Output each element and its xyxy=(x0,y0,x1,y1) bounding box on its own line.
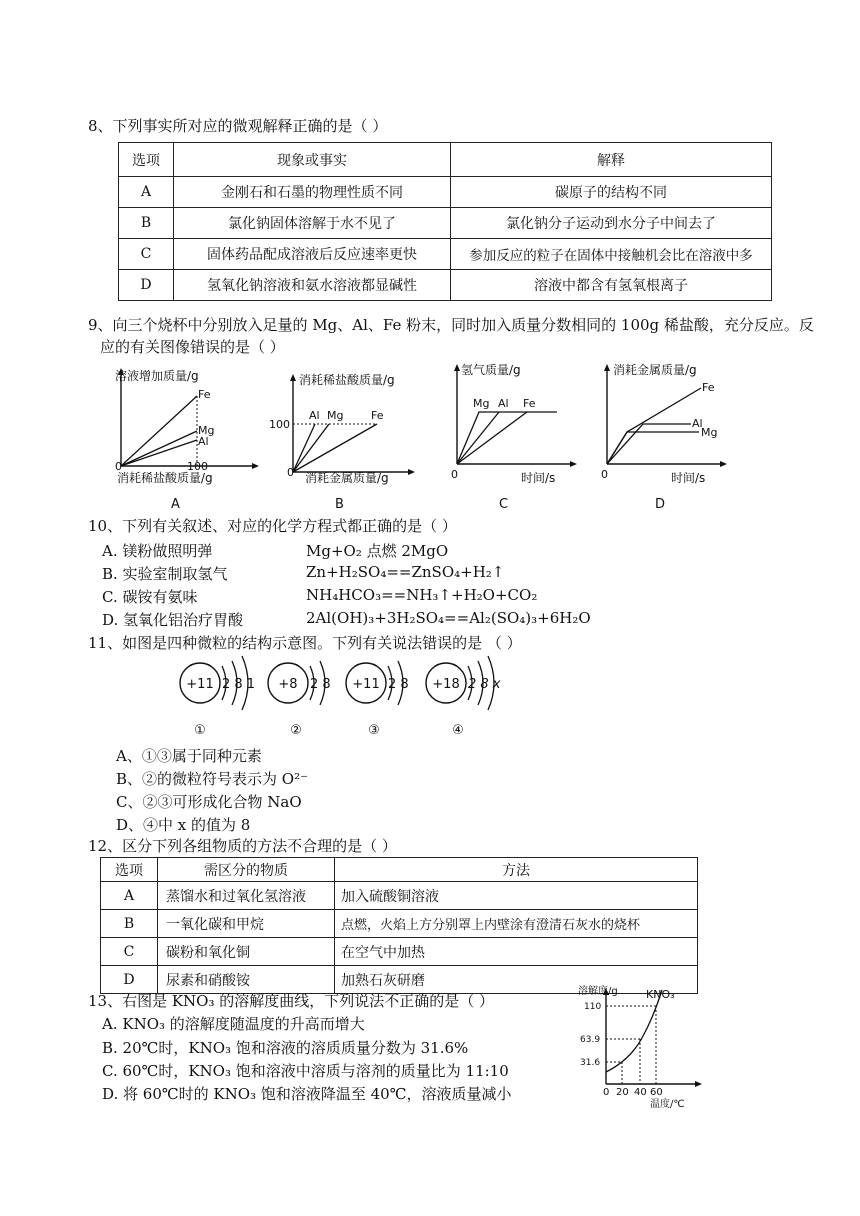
q11-atom-1-shells: 2 8 1 xyxy=(222,677,256,692)
q9-graphs xyxy=(95,358,775,518)
q11-atom-2 xyxy=(268,661,331,738)
q10-option-c-label: C. 碳铵有氨味 xyxy=(102,588,198,606)
q11-atom-2-shells: 2 8 xyxy=(310,677,331,692)
q8-header-fact: 现象或事实 xyxy=(174,143,451,177)
q12-header-method: 方法 xyxy=(335,858,698,882)
q9-c-xlabel: 时间/s xyxy=(521,471,556,485)
q13-xtick-60: 60 xyxy=(650,1087,663,1098)
q12-row-d-substances: 尿素和硝酸铵 xyxy=(158,966,335,994)
q11-stem: 11、如图是四种微粒的结构示意图。下列有关说法错误的是 （ ） xyxy=(88,634,522,652)
q12-row-c-substances: 碳粉和氧化铜 xyxy=(158,938,335,966)
q9-a-mg-line xyxy=(121,431,197,466)
q13-ytick-63-9: 63.9 xyxy=(580,1035,601,1045)
q11-atom-1-number: ① xyxy=(194,723,206,738)
q13-kno3-curve xyxy=(606,990,662,1072)
q11-atom-2-number: ② xyxy=(290,723,302,738)
q13-solubility-chart xyxy=(570,982,710,1110)
q9-b-xlabel: 消耗金属质量/g xyxy=(305,471,389,485)
q8-row-c-option: C xyxy=(119,239,174,270)
q12-header-option: 选项 xyxy=(101,858,158,882)
q11-option-c: C、②③可形成化合物 NaO xyxy=(116,793,302,811)
q12-stem: 12、区分下列各组物质的方法不合理的是（ ） xyxy=(88,837,397,855)
q8-row-b-fact: 氯化钠固体溶解于水不见了 xyxy=(174,208,451,239)
q13-xtick-0: 0 xyxy=(603,1087,610,1098)
q9-graph-b xyxy=(269,372,415,512)
q9-c-label-fe: Fe xyxy=(523,397,536,410)
q12-row-b-method: 点燃，火焰上方分别罩上内壁涂有澄清石灰水的烧杯 xyxy=(335,910,698,938)
q12-row-b-option: B xyxy=(101,910,158,938)
q9-graph-d xyxy=(601,362,727,512)
q9-b-caption: B xyxy=(335,497,344,512)
q9-b-label-fe: Fe xyxy=(371,409,384,422)
q9-a-label-fe: Fe xyxy=(198,388,211,401)
q8-row-d-fact: 氢氧化钠溶液和氨水溶液都显碱性 xyxy=(174,270,451,301)
q12-row-d-method: 加熟石灰研磨 xyxy=(335,966,698,994)
q9-c-mg-line xyxy=(457,412,557,464)
q10-option-b-label: B. 实验室制取氢气 xyxy=(102,565,228,583)
q9-graph-c xyxy=(451,362,577,512)
q12-row-a-option: A xyxy=(101,882,158,910)
q9-d-xlabel: 时间/s xyxy=(671,471,706,485)
q9-d-label-al: Al xyxy=(692,417,703,430)
q13-xtick-40: 40 xyxy=(634,1087,647,1098)
q13-chart-ylabel: 溶解度/g xyxy=(578,986,618,997)
q9-c-label-al: Al xyxy=(498,397,509,410)
q13-option-c: C. 60℃时，KNO₃ 饱和溶液中溶质与溶剂的质量比为 11:10 xyxy=(102,1062,509,1080)
q11-atom-diagrams xyxy=(170,650,530,742)
q9-b-label-mg: Mg xyxy=(327,409,344,422)
q13-chart-series-label: KNO₃ xyxy=(646,988,675,1001)
q10-option-a-eq: Mg+O₂ 点燃 2MgO xyxy=(306,542,449,560)
q9-d-label-mg: Mg xyxy=(701,426,718,439)
q11-option-a: A、①③属于同种元素 xyxy=(116,747,262,765)
q11-atom-1-nucleus: +11 xyxy=(186,677,214,692)
q9-stem-line1: 9、向三个烧杯中分别放入足量的 Mg、Al、Fe 粉末，同时加入质量分数相同的 100g 稀盐酸，充分反应。反 xyxy=(88,316,814,334)
q12-row-b-substances: 一氧化碳和甲烷 xyxy=(158,910,335,938)
q10-option-c-eq: NH₄HCO₃==NH₃↑+H₂O+CO₂ xyxy=(306,586,538,604)
q9-b-origin: 0 xyxy=(287,466,294,479)
q11-atom-2-nucleus: +8 xyxy=(278,677,298,692)
q9-d-origin: 0 xyxy=(601,468,608,481)
q8-table xyxy=(118,142,772,301)
q8-row-a-fact: 金刚石和石墨的物理性质不同 xyxy=(174,177,451,208)
q13-chart-xlabel: 温度/℃ xyxy=(650,1099,685,1110)
q9-c-label-mg: Mg xyxy=(473,397,490,410)
q9-graph-a xyxy=(115,368,259,512)
q11-atom-4-shells: 2 8 x xyxy=(468,677,501,692)
q12-row-c-option: C xyxy=(101,938,158,966)
q11-atom-1 xyxy=(180,656,255,738)
q12-row-d-option: D xyxy=(101,966,158,994)
q9-a-al-line xyxy=(121,440,197,466)
q9-a-fe-line xyxy=(121,396,197,466)
q9-a-tick-100: 100 xyxy=(187,460,208,473)
q9-a-xlabel: 消耗稀盐酸质量/g xyxy=(117,471,213,485)
q9-d-label-fe: Fe xyxy=(702,381,715,394)
q12-row-c-method: 在空气中加热 xyxy=(335,938,698,966)
q10-option-b-eq: Zn+H₂SO₄==ZnSO₄+H₂↑ xyxy=(306,563,505,581)
q9-a-caption: A xyxy=(171,497,180,512)
q10-stem: 10、下列有关叙述、对应的化学方程式都正确的是（ ） xyxy=(88,517,457,535)
q12-row-a-substances: 蒸馏水和过氧化氢溶液 xyxy=(158,882,335,910)
q8-row-c-explain: 参加反应的粒子在固体中接触机会比在溶液中多 xyxy=(451,239,772,270)
q10-option-d-label: D. 氢氧化铝治疗胃酸 xyxy=(102,611,244,629)
q9-b-tick-100: 100 xyxy=(269,418,290,431)
q13-option-a: A. KNO₃ 的溶解度随温度的升高而增大 xyxy=(102,1015,365,1033)
q9-c-caption: C xyxy=(499,497,509,512)
q11-atom-3-shells: 2 8 xyxy=(388,677,409,692)
q13-stem: 13、右图是 KNO₃ 的溶解度曲线，下列说法不正确的是（ ） xyxy=(88,992,495,1010)
q8-header-explain: 解释 xyxy=(451,143,772,177)
q11-option-b: B、②的微粒符号表示为 O²⁻ xyxy=(116,770,309,788)
q9-d-ylabel: 消耗金属质量/g xyxy=(613,363,697,377)
q11-atom-4 xyxy=(426,656,501,738)
q13-xtick-20: 20 xyxy=(616,1087,629,1098)
q12-row-a-method: 加入硫酸铜溶液 xyxy=(335,882,698,910)
q11-atom-4-nucleus: +18 xyxy=(432,677,460,692)
q8-row-c-fact: 固体药品配成溶液后反应速率更快 xyxy=(174,239,451,270)
q8-row-d-option: D xyxy=(119,270,174,301)
q8-stem: 8、下列事实所对应的微观解释正确的是（ ） xyxy=(88,117,388,135)
q9-d-fe-line xyxy=(607,388,701,464)
q9-c-origin: 0 xyxy=(451,468,458,481)
q9-c-ylabel: 氢气质量/g xyxy=(461,363,521,377)
q9-stem-line2: 应的有关图像错误的是（ ） xyxy=(100,338,285,356)
q8-row-a-explain: 碳原子的结构不同 xyxy=(451,177,772,208)
q8-row-a-option: A xyxy=(119,177,174,208)
q8-row-b-option: B xyxy=(119,208,174,239)
q11-atom-4-number: ④ xyxy=(452,723,464,738)
q8-row-b-explain: 氯化钠分子运动到水分子中间去了 xyxy=(451,208,772,239)
q8-row-d-explain: 溶液中都含有氢氧根离子 xyxy=(451,270,772,301)
q12-table xyxy=(100,857,698,994)
q9-d-caption: D xyxy=(655,497,666,512)
q8-header-option: 选项 xyxy=(119,143,174,177)
q9-b-fe-line xyxy=(293,424,377,472)
q11-atom-3-number: ③ xyxy=(368,723,380,738)
q13-ytick-110: 110 xyxy=(584,1002,602,1012)
q9-b-ylabel: 消耗稀盐酸质量/g xyxy=(299,373,395,387)
q11-atom-3 xyxy=(346,661,409,738)
q11-atom-3-nucleus: +11 xyxy=(352,677,380,692)
q10-option-d-eq: 2Al(OH)₃+3H₂SO₄==Al₂(SO₄)₃+6H₂O xyxy=(306,609,591,627)
q11-option-d: D、④中 x 的值为 8 xyxy=(116,816,251,834)
q13-option-d: D. 将 60℃时的 KNO₃ 饱和溶液降温至 40℃，溶液质量减小 xyxy=(102,1085,512,1103)
q9-b-label-al: Al xyxy=(309,409,320,422)
q9-a-origin: 0 xyxy=(115,460,122,473)
q9-a-label-mg: Mg xyxy=(198,424,215,437)
q10-option-a-label: A. 镁粉做照明弹 xyxy=(102,542,213,560)
q13-option-b: B. 20℃时，KNO₃ 饱和溶液的溶质质量分数为 31.6% xyxy=(102,1039,469,1057)
q9-a-label-al: Al xyxy=(198,435,209,448)
q12-header-substances: 需区分的物质 xyxy=(158,858,335,882)
q9-a-ylabel: 溶液增加质量/g xyxy=(115,369,199,383)
q13-ytick-31-6: 31.6 xyxy=(580,1058,601,1068)
